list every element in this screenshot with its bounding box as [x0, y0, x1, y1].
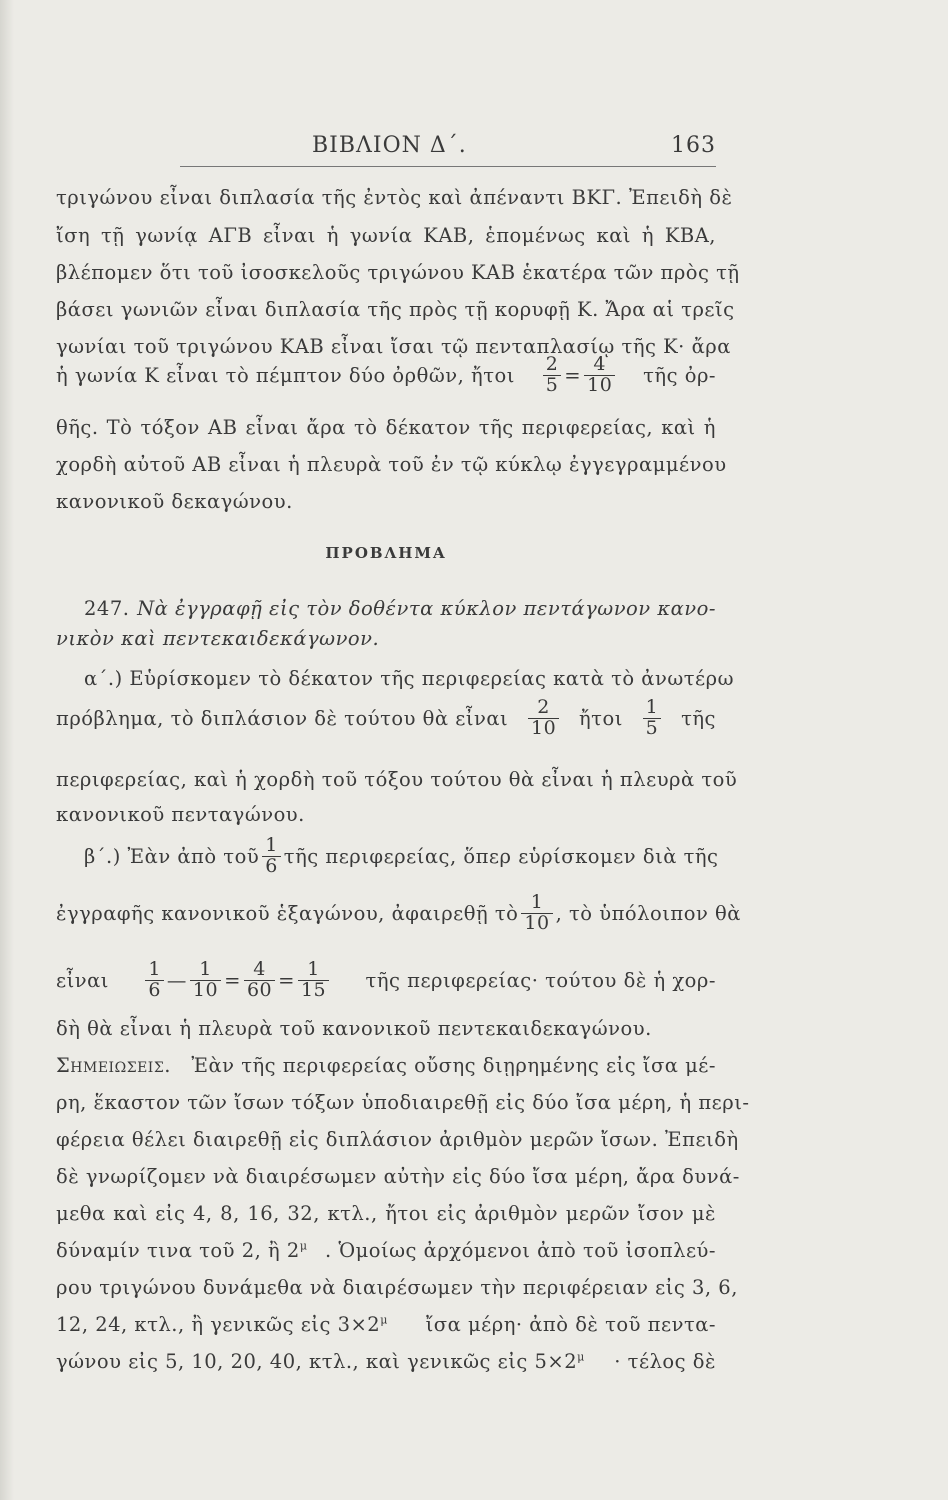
text-fragment: πρόβλημα, τὸ διπλάσιον δὲ τούτου θὰ εἶναι: [56, 706, 509, 730]
fraction: [584, 355, 615, 396]
text-line: δὴ θὰ εἶναι ἡ πλευρὰ τοῦ κανονικοῦ πεντεκαιδεκαγώνου.: [56, 1017, 652, 1040]
denominator: 5: [543, 375, 562, 396]
text-fragment: τῆς περιφερείας, ὅπερ εὑρίσκομεν διὰ τῆς: [283, 844, 719, 868]
notes-line: [56, 1054, 716, 1077]
superscript: μ: [299, 1239, 308, 1253]
numerator: 1: [148, 958, 161, 980]
problem-number: 247.: [84, 597, 130, 620]
denominator: 10: [521, 913, 552, 934]
text-line: τριγώνου εἶναι διπλασία τῆς ἐντὸς καὶ ἀπέναντι ΒΚΓ. Ἐπειδὴ δὲ: [56, 186, 733, 209]
equation-line: [56, 960, 716, 1001]
fraction: [262, 836, 281, 877]
text-line: ἴση τῇ γωνίᾳ ΑΓΒ εἶναι ἡ γωνία ΚΑΒ, ἑπομένως καὶ ἡ ΚΒΑ,: [56, 224, 716, 247]
equation-line: [56, 834, 719, 877]
fraction: [543, 355, 562, 396]
denominator: 10: [528, 718, 559, 739]
text-line: κανονικοῦ δεκαγώνου.: [56, 490, 293, 513]
equation: [540, 355, 619, 396]
text-line: ρου τριγώνου δυνάμεθα νὰ διαιρέσωμεν τὴν περιφέρειαν εἰς 3, 6,: [56, 1276, 738, 1299]
numerator: 1: [199, 958, 212, 980]
equals-sign: =: [224, 968, 241, 992]
numerator: 2: [545, 353, 559, 375]
text-line: α΄.) Εὑρίσκομεν τὸ δέκατον τῆς περιφερείας κατὰ τὸ ἀνωτέρω: [84, 667, 734, 690]
text-fragment: γώνου εἰς 5, 10, 20, 40, κτλ., καὶ γενικῶς εἰς 5×2: [56, 1350, 578, 1373]
numerator: 4: [253, 958, 266, 980]
text-line: φέρεια θέλει διαιρεθῇ εἰς διπλάσιον ἀριθμὸν μερῶν ἴσων. Ἐπειδὴ: [56, 1128, 739, 1151]
fraction: [244, 960, 275, 1001]
numerator: 1: [265, 834, 278, 856]
text-fragment: ἡ γωνία Κ εἶναι τὸ πέμπτον δύο ὀρθῶν, ἤτοι: [56, 363, 515, 387]
page-number: 163: [671, 133, 716, 158]
text-fragment: τῆς περιφερείας· τούτου δὲ ἡ χορ-: [365, 968, 716, 992]
text-fragment: τῆς ὀρ-: [643, 363, 716, 387]
problem-text: νικὸν καὶ πεντεκαιδεκάγωνον.: [56, 627, 380, 650]
text-fragment: Ἐὰν τῆς περιφερείας οὔσης διῃρημένης εἰς ἴσα μέ-: [191, 1054, 716, 1077]
text-line: κανονικοῦ πενταγώνου.: [56, 803, 305, 826]
denominator: 10: [190, 980, 221, 1001]
fraction: [145, 960, 164, 1001]
text-fragment: ἴσα μέρη· ἀπὸ δὲ τοῦ πεντα-: [425, 1313, 716, 1336]
book-spine-shadow: [0, 0, 14, 1500]
numerator: 1: [530, 891, 544, 913]
text-fragment: ἤτοι: [578, 706, 623, 730]
text-fragment: β΄.) Ἐὰν ἀπὸ τοῦ: [84, 844, 260, 868]
text-fragment: , τὸ ὑπόλοιπον θὰ: [555, 901, 741, 925]
fraction: [190, 960, 221, 1001]
text-line: [56, 1350, 716, 1373]
equation: [142, 960, 332, 1001]
text-fragment: ἐγγραφῆς κανονικοῦ ἑξαγώνου, ἀφαιρεθῇ τὸ: [56, 901, 519, 925]
minus-sign: —: [166, 968, 187, 992]
equals-sign: =: [278, 968, 295, 992]
denominator: 6: [262, 856, 281, 877]
notes-label: Σημειωσεις.: [56, 1054, 171, 1077]
equals-sign: =: [564, 363, 582, 387]
text-line: βλέπομεν ὅτι τοῦ ἰσοσκελοῦς τριγώνου ΚΑΒ ἑκατέρα τῶν πρὸς τῇ: [56, 261, 740, 284]
text-line: δὲ γνωρίζομεν νὰ διαιρέσωμεν αὐτὴν εἰς δύο ἴσα μέρη, ἄρα δυνά-: [56, 1165, 740, 1188]
equation-line: [56, 891, 741, 934]
denominator: 5: [643, 718, 662, 739]
denominator: 10: [584, 375, 615, 396]
text-line: ρη, ἕκαστον τῶν ἴσων τόξων ὑποδιαιρεθῇ εἰς δύο ἴσα μέρη, ἡ περι-: [56, 1091, 750, 1114]
text-fragment: . Ὁμοίως ἀρχόμενοι ἀπὸ τοῦ ἰσοπλεύ-: [324, 1239, 716, 1262]
header-title: ΒΙΒΛΙΟΝ Δ΄.: [312, 133, 467, 158]
text-line: [56, 1239, 716, 1262]
text-fragment: [56, 1350, 585, 1373]
text-line: γωνίαι τοῦ τριγώνου ΚΑΒ εἶναι ἴσαι τῷ πενταπλασίῳ τῆς Κ· ἄρα: [56, 335, 731, 358]
section-heading: ΠΡΟΒΛΗΜΑ: [325, 544, 447, 562]
book-page: [56, 0, 750, 1500]
fraction: [298, 960, 329, 1001]
header-rule: [180, 166, 716, 167]
fraction: [528, 698, 559, 739]
denominator: 60: [244, 980, 275, 1001]
text-line: [56, 1313, 716, 1336]
denominator: 6: [145, 980, 164, 1001]
text-fragment: τῆς: [681, 706, 716, 730]
text-fragment: 12, 24, κτλ., ἢ γενικῶς εἰς 3×2: [56, 1313, 381, 1336]
running-header: [56, 130, 716, 164]
text-fragment: · τέλος δὲ: [614, 1350, 716, 1373]
fraction: [643, 698, 662, 739]
text-line: θῆς. Τὸ τόξον ΑΒ εἶναι ἄρα τὸ δέκατον τῆς περιφερείας, καὶ ἡ: [56, 416, 716, 439]
problem-text: Νὰ ἐγγραφῇ εἰς τὸν δοθέντα κύκλον πεντάγωνον κανο-: [137, 597, 716, 620]
numerator: 1: [645, 696, 659, 718]
text-fragment: εἶναι: [56, 968, 109, 992]
numerator: 1: [307, 958, 320, 980]
problem-line: [56, 597, 716, 620]
text-line: χορδὴ αὐτοῦ ΑΒ εἶναι ἡ πλευρὰ τοῦ ἐν τῷ κύκλῳ ἐγγεγραμμένου: [56, 453, 727, 476]
denominator: 15: [298, 980, 329, 1001]
text-line: μεθα καὶ εἰς 4, 8, 16, 32, κτλ., ἤτοι εἰς ἀριθμὸν μερῶν ἴσον μὲ: [56, 1202, 716, 1225]
equation-line: [56, 698, 716, 739]
text-line: βάσει γωνιῶν εἶναι διπλασία τῆς πρὸς τῇ κορυφῇ Κ. Ἄρα αἱ τρεῖς: [56, 298, 735, 321]
numerator: 4: [593, 353, 607, 375]
fraction: [521, 893, 552, 934]
equation-line: [56, 355, 716, 396]
numerator: 2: [537, 696, 550, 718]
text-fragment: [56, 1239, 307, 1262]
superscript: μ: [577, 1350, 585, 1364]
text-fragment: [56, 1313, 388, 1336]
text-fragment: δύναμίν τινα τοῦ 2, ἢ 2: [56, 1239, 300, 1262]
superscript: μ: [380, 1313, 388, 1327]
text-line: περιφερείας, καὶ ἡ χορδὴ τοῦ τόξου τούτου θὰ εἶναι ἡ πλευρὰ τοῦ: [56, 768, 738, 791]
